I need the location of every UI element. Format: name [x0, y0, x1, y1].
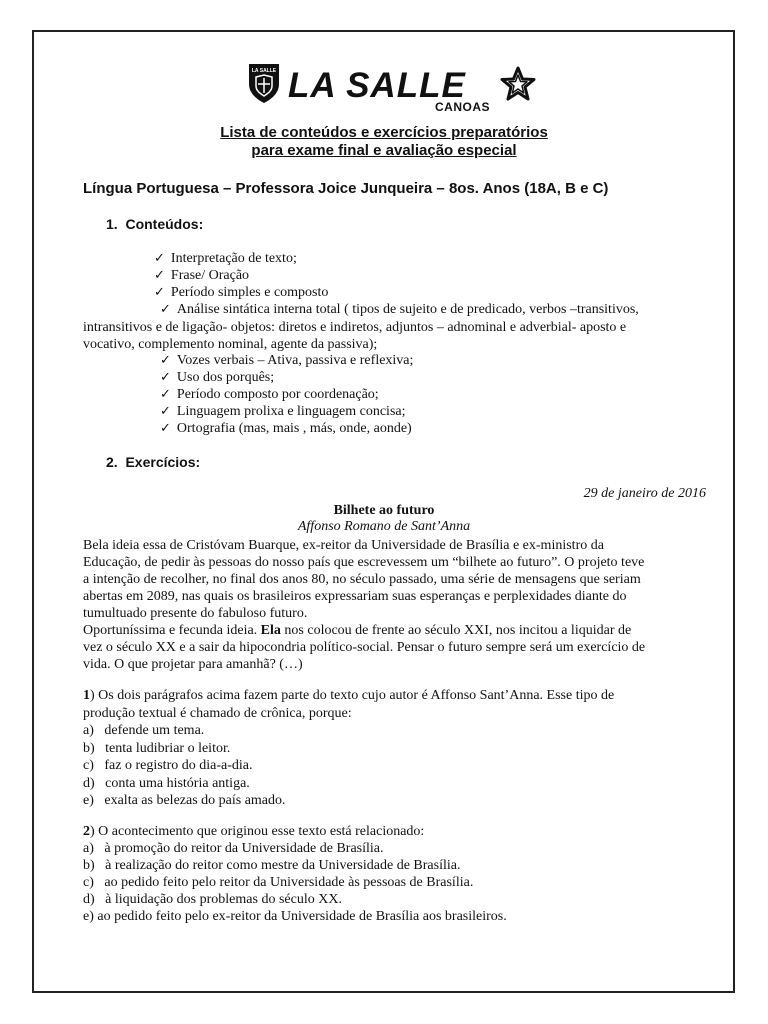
star-icon — [500, 66, 536, 102]
text-line: abertas em 2089, nas quais os brasileiros expressariam suas esperanças e perplexidades diante do — [83, 589, 627, 604]
section-number: 2. — [106, 454, 118, 470]
question-stem-text: ) O acontecimento que originou esse texto está relacionado: — [90, 824, 425, 839]
checkmark-icon: ✓ — [160, 387, 171, 402]
content-item — [160, 421, 412, 437]
answer-option: e) exalta as belezas do país amado. — [83, 793, 286, 808]
content-item — [154, 251, 297, 267]
content-item — [154, 285, 328, 301]
analysis-continuation: intransitivos e de ligação- objetos: diretos e indiretos, adjuntos – adnominal e adverbial- aposto e — [83, 320, 627, 335]
answer-option: a) à promoção do reitor da Universidade de Brasília. — [83, 841, 384, 856]
text-title: Bilhete ao futuro — [333, 503, 435, 518]
text-line: Bela ideia essa de Cristóvam Buarque, ex-reitor da Universidade de Brasília e ex-ministro da — [83, 538, 604, 553]
answer-option: d) conta uma história antiga. — [83, 775, 250, 791]
content-item — [160, 353, 413, 369]
section-label: Exercícios: — [125, 454, 201, 470]
answer-option: d) à liquidação dos problemas do século XX. — [83, 892, 342, 907]
answer-option: e) ao pedido feito pelo ex-reitor da Universidade de Brasília aos brasileiros. — [83, 909, 507, 924]
checkmark-icon: ✓ — [160, 370, 171, 385]
content-item-text: Interpretação de texto; — [170, 251, 297, 266]
question-number: 1 — [83, 688, 90, 703]
question-stem — [83, 823, 713, 840]
checkmark-icon: ✓ — [154, 285, 165, 300]
section-contents-heading — [106, 216, 203, 232]
document-title-line-2: para exame final e avaliação especial — [251, 142, 517, 159]
answer-option: c) faz o registro do dia-a-dia. — [83, 758, 253, 773]
text-segment: Oportuníssima e fecunda ideia. — [83, 623, 261, 638]
section-number: 1. — [106, 216, 118, 232]
question-stem-text: ) Os dois parágrafos acima fazem parte do texto cujo autor é Affonso Sant’Anna. Esse tipo de — [90, 688, 615, 703]
text-bold-word: Ela — [260, 623, 281, 638]
checkmark-icon: ✓ — [160, 353, 171, 368]
text-line: a intenção de recolher, no final dos anos 80, no século passado, uma série de mensagens que seriam — [83, 572, 641, 587]
text-line: vez o século XX e a sair da hipocondria político-social. Pensar o futuro sempre será um exercício de — [83, 640, 646, 655]
question-1 — [83, 687, 713, 810]
text-date: 29 de janeiro de 2016 — [583, 486, 706, 501]
text-author: Affonso Romano de Sant’Anna — [297, 519, 471, 534]
content-item-text: Período composto por coordenação; — [176, 387, 379, 402]
text-line: vida. O que projetar para amanhã? (…) — [83, 657, 303, 672]
answer-option: c) ao pedido feito pelo reitor da Universidade às pessoas de Brasília. — [83, 875, 474, 890]
content-item-text: Uso dos porquês; — [176, 370, 275, 385]
subject-line: Língua Portuguesa – Professora Joice Junqueira – 8os. Anos (18A, B e C) — [83, 180, 609, 197]
section-exercises-heading — [106, 454, 200, 470]
text-paragraph-1 — [83, 537, 713, 673]
shield-label: LA SALLE — [251, 68, 277, 74]
content-item-analysis — [160, 302, 639, 318]
content-item — [160, 387, 379, 403]
text-segment: nos colocou de frente ao século XXI, nos incitou a liquidar de — [280, 623, 632, 638]
content-item-text: Período simples e composto — [170, 285, 329, 300]
content-item-text: Ortografia (mas, mais , más, onde, aonde) — [176, 421, 412, 436]
text-line — [83, 622, 713, 639]
content-item-text: Vozes verbais – Ativa, passiva e reflexiva; — [176, 353, 414, 368]
content-item-text: Linguagem prolixa e linguagem concisa; — [176, 404, 406, 419]
section-label: Conteúdos: — [125, 216, 204, 232]
question-2 — [83, 823, 713, 925]
question-stem — [83, 687, 713, 705]
question-stem-text: produção textual é chamado de crônica, porque: — [83, 705, 352, 721]
checkmark-icon: ✓ — [154, 268, 165, 283]
document-title-line-1: Lista de conteúdos e exercícios preparatórios — [220, 124, 548, 141]
checkmark-icon: ✓ — [160, 404, 171, 419]
la-salle-wordmark: LA SALLE — [288, 66, 466, 105]
content-item — [160, 404, 406, 420]
analysis-continuation: vocativo, complemento nominal, agente da passiva); — [83, 337, 378, 352]
checkmark-icon: ✓ — [160, 302, 171, 317]
answer-option: b) tenta ludibriar o leitor. — [83, 740, 231, 756]
text-line: tumultuado presente do fabuloso futuro. — [83, 606, 308, 621]
answer-option: a) defende um tema. — [83, 723, 205, 738]
answer-option: b) à realização do reitor como mestre da Universidade de Brasília. — [83, 858, 461, 873]
content-item-text: Frase/ Oração — [170, 268, 250, 283]
la-salle-shield-logo — [246, 62, 282, 104]
content-item — [160, 370, 274, 386]
question-number: 2 — [83, 824, 90, 839]
la-salle-subtitle: CANOAS — [435, 100, 491, 114]
content-item-text: Análise sintática interna total ( tipos de sujeito e de predicado, verbos –transitivos, — [176, 302, 639, 317]
checkmark-icon: ✓ — [154, 251, 165, 266]
content-item — [154, 268, 249, 284]
text-line: Educação, de pedir às pessoas do nosso país que escrevessem um “bilhete ao futuro”. O projeto teve — [83, 555, 645, 570]
checkmark-icon: ✓ — [160, 421, 171, 436]
